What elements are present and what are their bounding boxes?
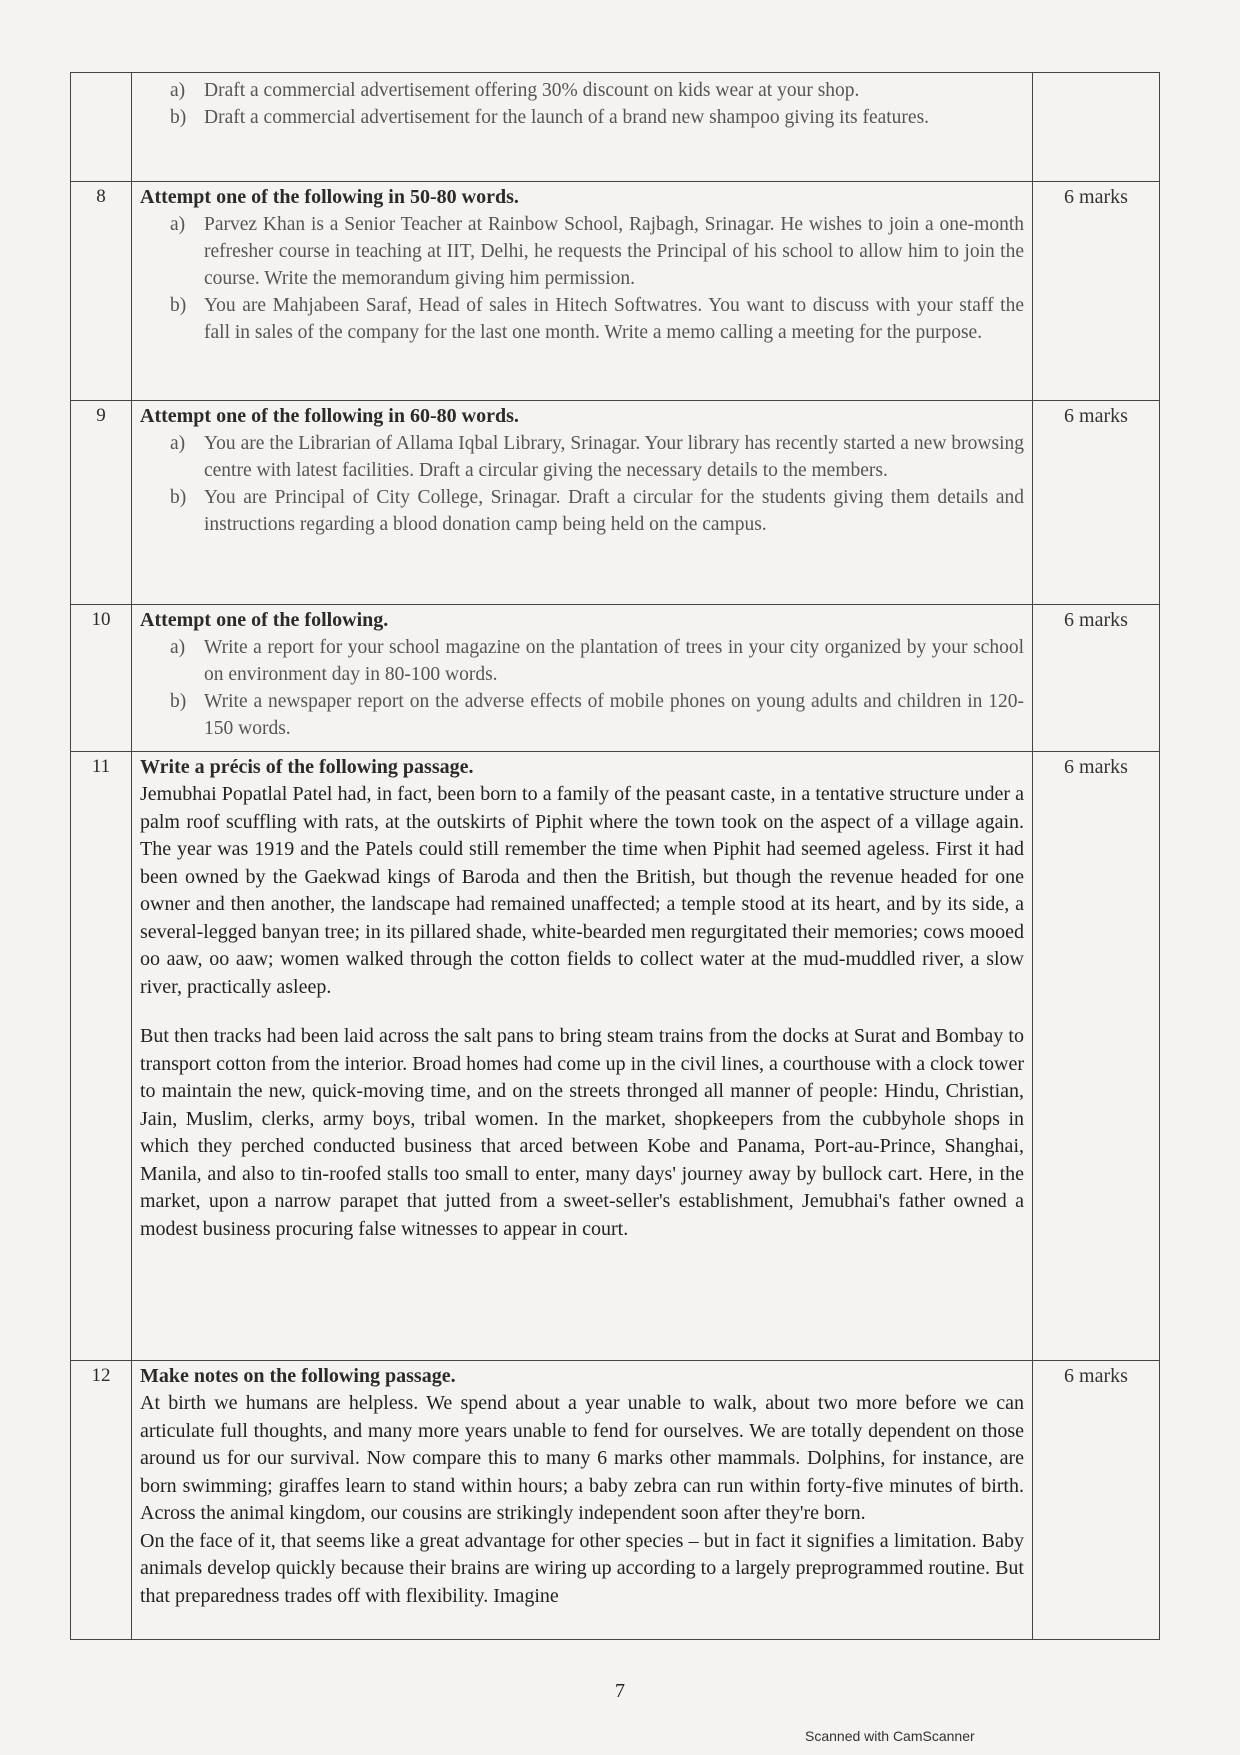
option-text: You are Mahjabeen Saraf, Head of sales in Hitech Softwatres. You want to discuss with your staff the fall in sales of the company for the last one month. Write a memo calling a meeting for the purpose. (204, 295, 1024, 343)
marks-cell: 6 marks (1033, 182, 1160, 401)
option-a (170, 77, 1024, 104)
question-heading: Attempt one of the following in 50-80 words. (140, 186, 519, 208)
question-heading: Attempt one of the following. (140, 609, 389, 631)
question-body (132, 605, 1033, 752)
question-heading: Attempt one of the following in 60-80 words. (140, 405, 519, 427)
option-b (170, 688, 1024, 742)
marks-cell: 6 marks (1033, 401, 1160, 605)
option-a (170, 211, 1024, 292)
option-b (170, 292, 1024, 346)
question-body (132, 73, 1033, 182)
marks-cell: 6 marks (1033, 605, 1160, 752)
option-label: b) (170, 487, 187, 508)
exam-question-table (70, 72, 1160, 1640)
option-text: Draft a commercial advertisement for the launch of a brand new shampoo giving its features. (204, 107, 930, 128)
passage-paragraph: At birth we humans are helpless. We spend about a year unable to walk, about two more before we can articulate full thoughts, and many more years unable to fend for ourselves. We are totally dependent on those around us for our survival. Now compare this to many 6 marks other mammals. Dolphins, for instance, are born swimming; giraffes learn to stand within hours; a baby zebra can run within forty-five minutes of birth. Across the animal kingdom, our cousins are strikingly independent soon after they're born. (140, 1392, 1024, 1524)
option-b (170, 484, 1024, 538)
question-number: 12 (71, 1361, 132, 1640)
question-number: 9 (71, 401, 132, 605)
option-label: b) (170, 107, 187, 128)
option-a (170, 634, 1024, 688)
question-row-8 (71, 182, 1160, 401)
option-label: a) (170, 433, 186, 454)
question-row-10 (71, 605, 1160, 752)
option-label: a) (170, 80, 186, 101)
marks-cell (1033, 73, 1160, 182)
option-label: a) (170, 637, 186, 658)
question-number (71, 73, 132, 182)
question-row-9 (71, 401, 1160, 605)
page-number: 7 (615, 1680, 625, 1702)
option-a (170, 430, 1024, 484)
option-text: You are the Librarian of Allama Iqbal Library, Srinagar. Your library has recently started a new browsing centre with latest facilities. Draft a circular giving the necessary details to the members. (204, 433, 1024, 481)
passage-paragraph: But then tracks had been laid across the salt pans to bring steam trains from the docks at Surat and Bombay to transport cotton from the interior. Broad homes had come up in the civil lines, a courthouse with a clock tower to maintain the new, quick-moving time, and on the streets thronged all manner of people: Hindu, Christian, Jain, Muslim, clerks, army boys, tribal women. In the market, shopkeepers from the cubbyhole shops in which they perched conducted business that arced between Kobe and Panama, Port-au-Prince, Shanghai, Manila, and also to tin-roofed stalls too small to enter, many days' journey away by bullock cart. Here, in the market, upon a narrow parapet that jutted from a sweet-seller's establishment, Jemubhai's father owned a modest business procuring false witnesses to appear in court. (140, 1025, 1024, 1240)
question-row-7 (71, 73, 1160, 182)
question-body (132, 401, 1033, 605)
passage-paragraph: On the face of it, that seems like a great advantage for other species – but in fact it signifies a limitation. Baby animals develop quickly because their brains are wiring up according to a largely preprogrammed routine. But that preparedness trades off with flexibility. Imagine (140, 1529, 1024, 1607)
option-label: a) (170, 214, 186, 235)
option-label: b) (170, 295, 187, 316)
question-number: 10 (71, 605, 132, 752)
question-row-12 (71, 1361, 1160, 1640)
question-number: 8 (71, 182, 132, 401)
question-body (132, 752, 1033, 1361)
scanner-watermark: Scanned with CamScanner (805, 1728, 975, 1744)
passage-paragraph: Jemubhai Popatlal Patel had, in fact, been born to a family of the peasant caste, in a tentative structure under a palm roof scuffling with rats, at the outskirts of Piphit where the town took on the aspect of a village again. The year was 1919 and the Patels could still remember the time when Piphit had seemed ageless. First it had been owned by the Gaekwad kings of Baroda and then the British, but though the revenue headed for one owner and then another, the landscape had remained unaffected; a temple stood at its heart, and by its side, a several-legged banyan tree; in its pillared shade, white-bearded men regurgitated their memories; cows mooed oo aaw, oo aaw; women walked through the cotton fields to collect water at the mud-muddled river, a slow river, practically asleep. (140, 783, 1024, 998)
option-text: Draft a commercial advertisement offering 30% discount on kids wear at your shop. (204, 80, 860, 101)
question-number: 11 (71, 752, 132, 1361)
option-b (170, 104, 1024, 131)
question-heading: Write a précis of the following passage. (140, 756, 474, 778)
option-text: You are Principal of City College, Srinagar. Draft a circular for the students giving them details and instructions regarding a blood donation camp being held on the campus. (204, 487, 1024, 535)
option-text: Write a report for your school magazine on the plantation of trees in your city organized by your school on environment day in 80-100 words. (204, 637, 1024, 685)
marks-cell: 6 marks (1033, 1361, 1160, 1640)
question-body (132, 1361, 1033, 1640)
question-heading: Make notes on the following passage. (140, 1365, 456, 1387)
question-body (132, 182, 1033, 401)
question-row-11 (71, 752, 1160, 1361)
option-label: b) (170, 691, 187, 712)
marks-cell: 6 marks (1033, 752, 1160, 1361)
option-text: Parvez Khan is a Senior Teacher at Rainbow School, Rajbagh, Srinagar. He wishes to join a one-month refresher course in teaching at IIT, Delhi, he requests the Principal of his school to allow him to join the course. Write the memorandum giving him permission. (204, 214, 1024, 289)
option-text: Write a newspaper report on the adverse effects of mobile phones on young adults and children in 120-150 words. (204, 691, 1024, 739)
